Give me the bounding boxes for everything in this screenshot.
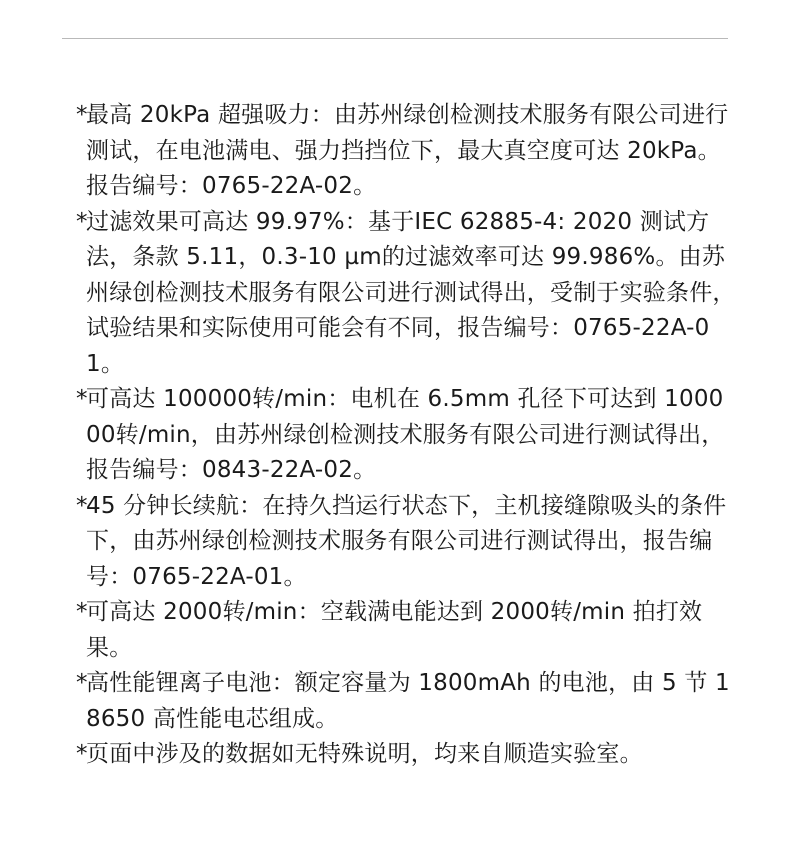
footnote-text: 可高达 2000转/min：空载满电能达到 2000转/min 拍打效果。	[86, 599, 703, 661]
footnote-battery-life	[76, 489, 736, 596]
footnote-text: 页面中涉及的数据如无特殊说明，均来自顺造实验室。	[86, 741, 643, 767]
top-divider	[62, 38, 728, 39]
footnote-list	[76, 98, 736, 773]
footnote-motor-speed	[76, 382, 736, 489]
footnote-marker: *	[76, 599, 88, 625]
footnote-marker: *	[76, 208, 88, 235]
footnote-data-source	[76, 737, 736, 773]
footnote-text: 45 分钟长续航：在持久挡运行状态下，主机接缝隙吸头的条件下，由苏州绿创检测技术服务有限公司进行测试得出，报告编号：0765-22A-01。	[86, 492, 727, 590]
footnote-brush-speed	[76, 595, 736, 666]
footnote-text: 最高 20kPa 超强吸力：由苏州绿创检测技术服务有限公司进行测试，在电池满电、强力挡挡位下，最大真空度可达 20kPa。报告编号：0765-22A-02。	[86, 102, 729, 199]
footnote-marker: *	[76, 492, 88, 519]
footnote-marker: *	[76, 741, 88, 767]
footnote-text: 过滤效果可高达 99.97%：基于IEC 62885-4: 2020 测试方法，条款 5.11，0.3-10 µm的过滤效率可达 99.986%。由苏州绿创检测技术服务有限公司进行测试得出，受制于实验条件，试验结果和实际使用可能会有不同，报告编号：0765-22A-01。	[86, 208, 736, 377]
footnote-marker: *	[76, 386, 88, 412]
footnote-text: 高性能锂离子电池：额定容量为 1800mAh 的电池，由 5 节 18650 高性能电芯组成。	[86, 670, 730, 732]
footnote-suction	[76, 98, 736, 205]
footnote-filtration	[76, 205, 736, 383]
footnote-marker: *	[76, 670, 88, 696]
footnote-battery-cells	[76, 666, 736, 737]
footnote-text: 可高达 100000转/min：电机在 6.5mm 孔径下可达到 100000转/min，由苏州绿创检测技术服务有限公司进行测试得出，报告编号：0843-22A-02。	[86, 386, 725, 483]
footnote-marker: *	[76, 102, 88, 128]
